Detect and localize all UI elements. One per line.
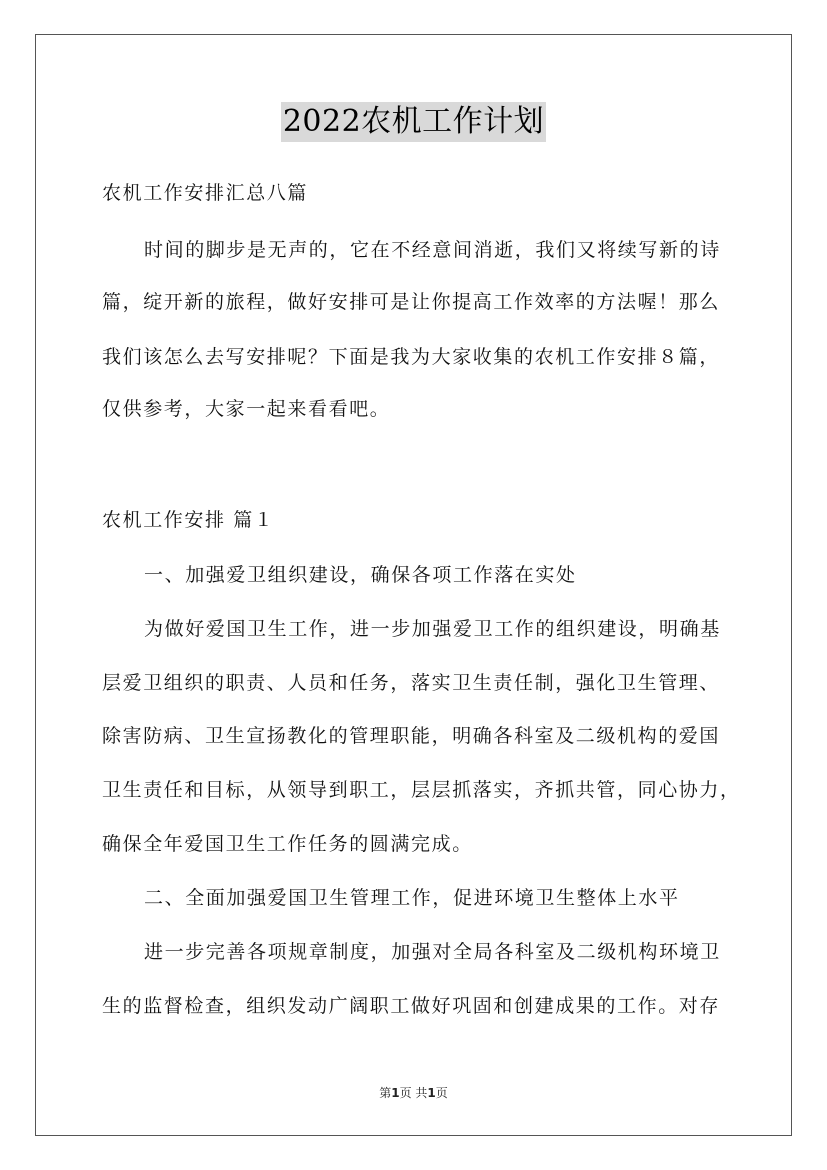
document-title: 2022农机工作计划 — [281, 102, 546, 142]
footer-page-total: 1 — [427, 1086, 436, 1100]
footer-page-mid: 页 共 — [399, 1086, 428, 1100]
page-footer — [0, 1085, 827, 1101]
point-1-line-2: 层爱卫组织的职责、人员和任务，落实卫生责任制，强化卫生管理、 — [102, 672, 721, 694]
point-1-line-1: 为做好爱国卫生工作，进一步加强爱卫工作的组织建设，明确基 — [144, 618, 721, 640]
point-2-line-2: 生的监督检查，组织发动广阔职工做好巩固和创建成果的工作。对存 — [102, 995, 721, 1017]
point-1-line-4: 卫生责任和目标，从领导到职工，层层抓落实，齐抓共管，同心协力， — [102, 779, 741, 801]
intro-line-2: 篇，绽开新的旅程，做好安排可是让你提高工作效率的方法喔！那么 — [102, 291, 721, 313]
section-heading: 农机工作安排 篇１ — [102, 509, 275, 531]
intro-line-4: 仅供参考，大家一起来看看吧。 — [102, 398, 391, 420]
point-2-heading: 二、全面加强爱国卫生管理工作，促进环境卫生整体上水平 — [144, 887, 680, 909]
document-subtitle: 农机工作安排汇总八篇 — [102, 182, 309, 204]
footer-page-suffix: 页 — [435, 1086, 448, 1100]
point-2-line-1: 进一步完善各项规章制度，加强对全局各科室及二级机构环境卫 — [144, 941, 721, 963]
footer-page-prefix: 第 — [379, 1086, 392, 1100]
point-1-line-5: 确保全年爱国卫生工作任务的圆满完成。 — [102, 833, 473, 855]
title-container — [0, 102, 827, 142]
intro-line-1: 时间的脚步是无声的，它在不经意间消逝，我们又将续写新的诗 — [144, 239, 721, 261]
point-1-line-3: 除害防病、卫生宣扬教化的管理职能，明确各科室及二级机构的爱国 — [102, 725, 721, 747]
point-1-heading: 一、加强爱卫组织建设，确保各项工作落在实处 — [144, 564, 577, 586]
intro-line-3: 我们该怎么去写安排呢？下面是我为大家收集的农机工作安排８篇， — [102, 346, 721, 368]
footer-page-current: 1 — [391, 1086, 400, 1100]
